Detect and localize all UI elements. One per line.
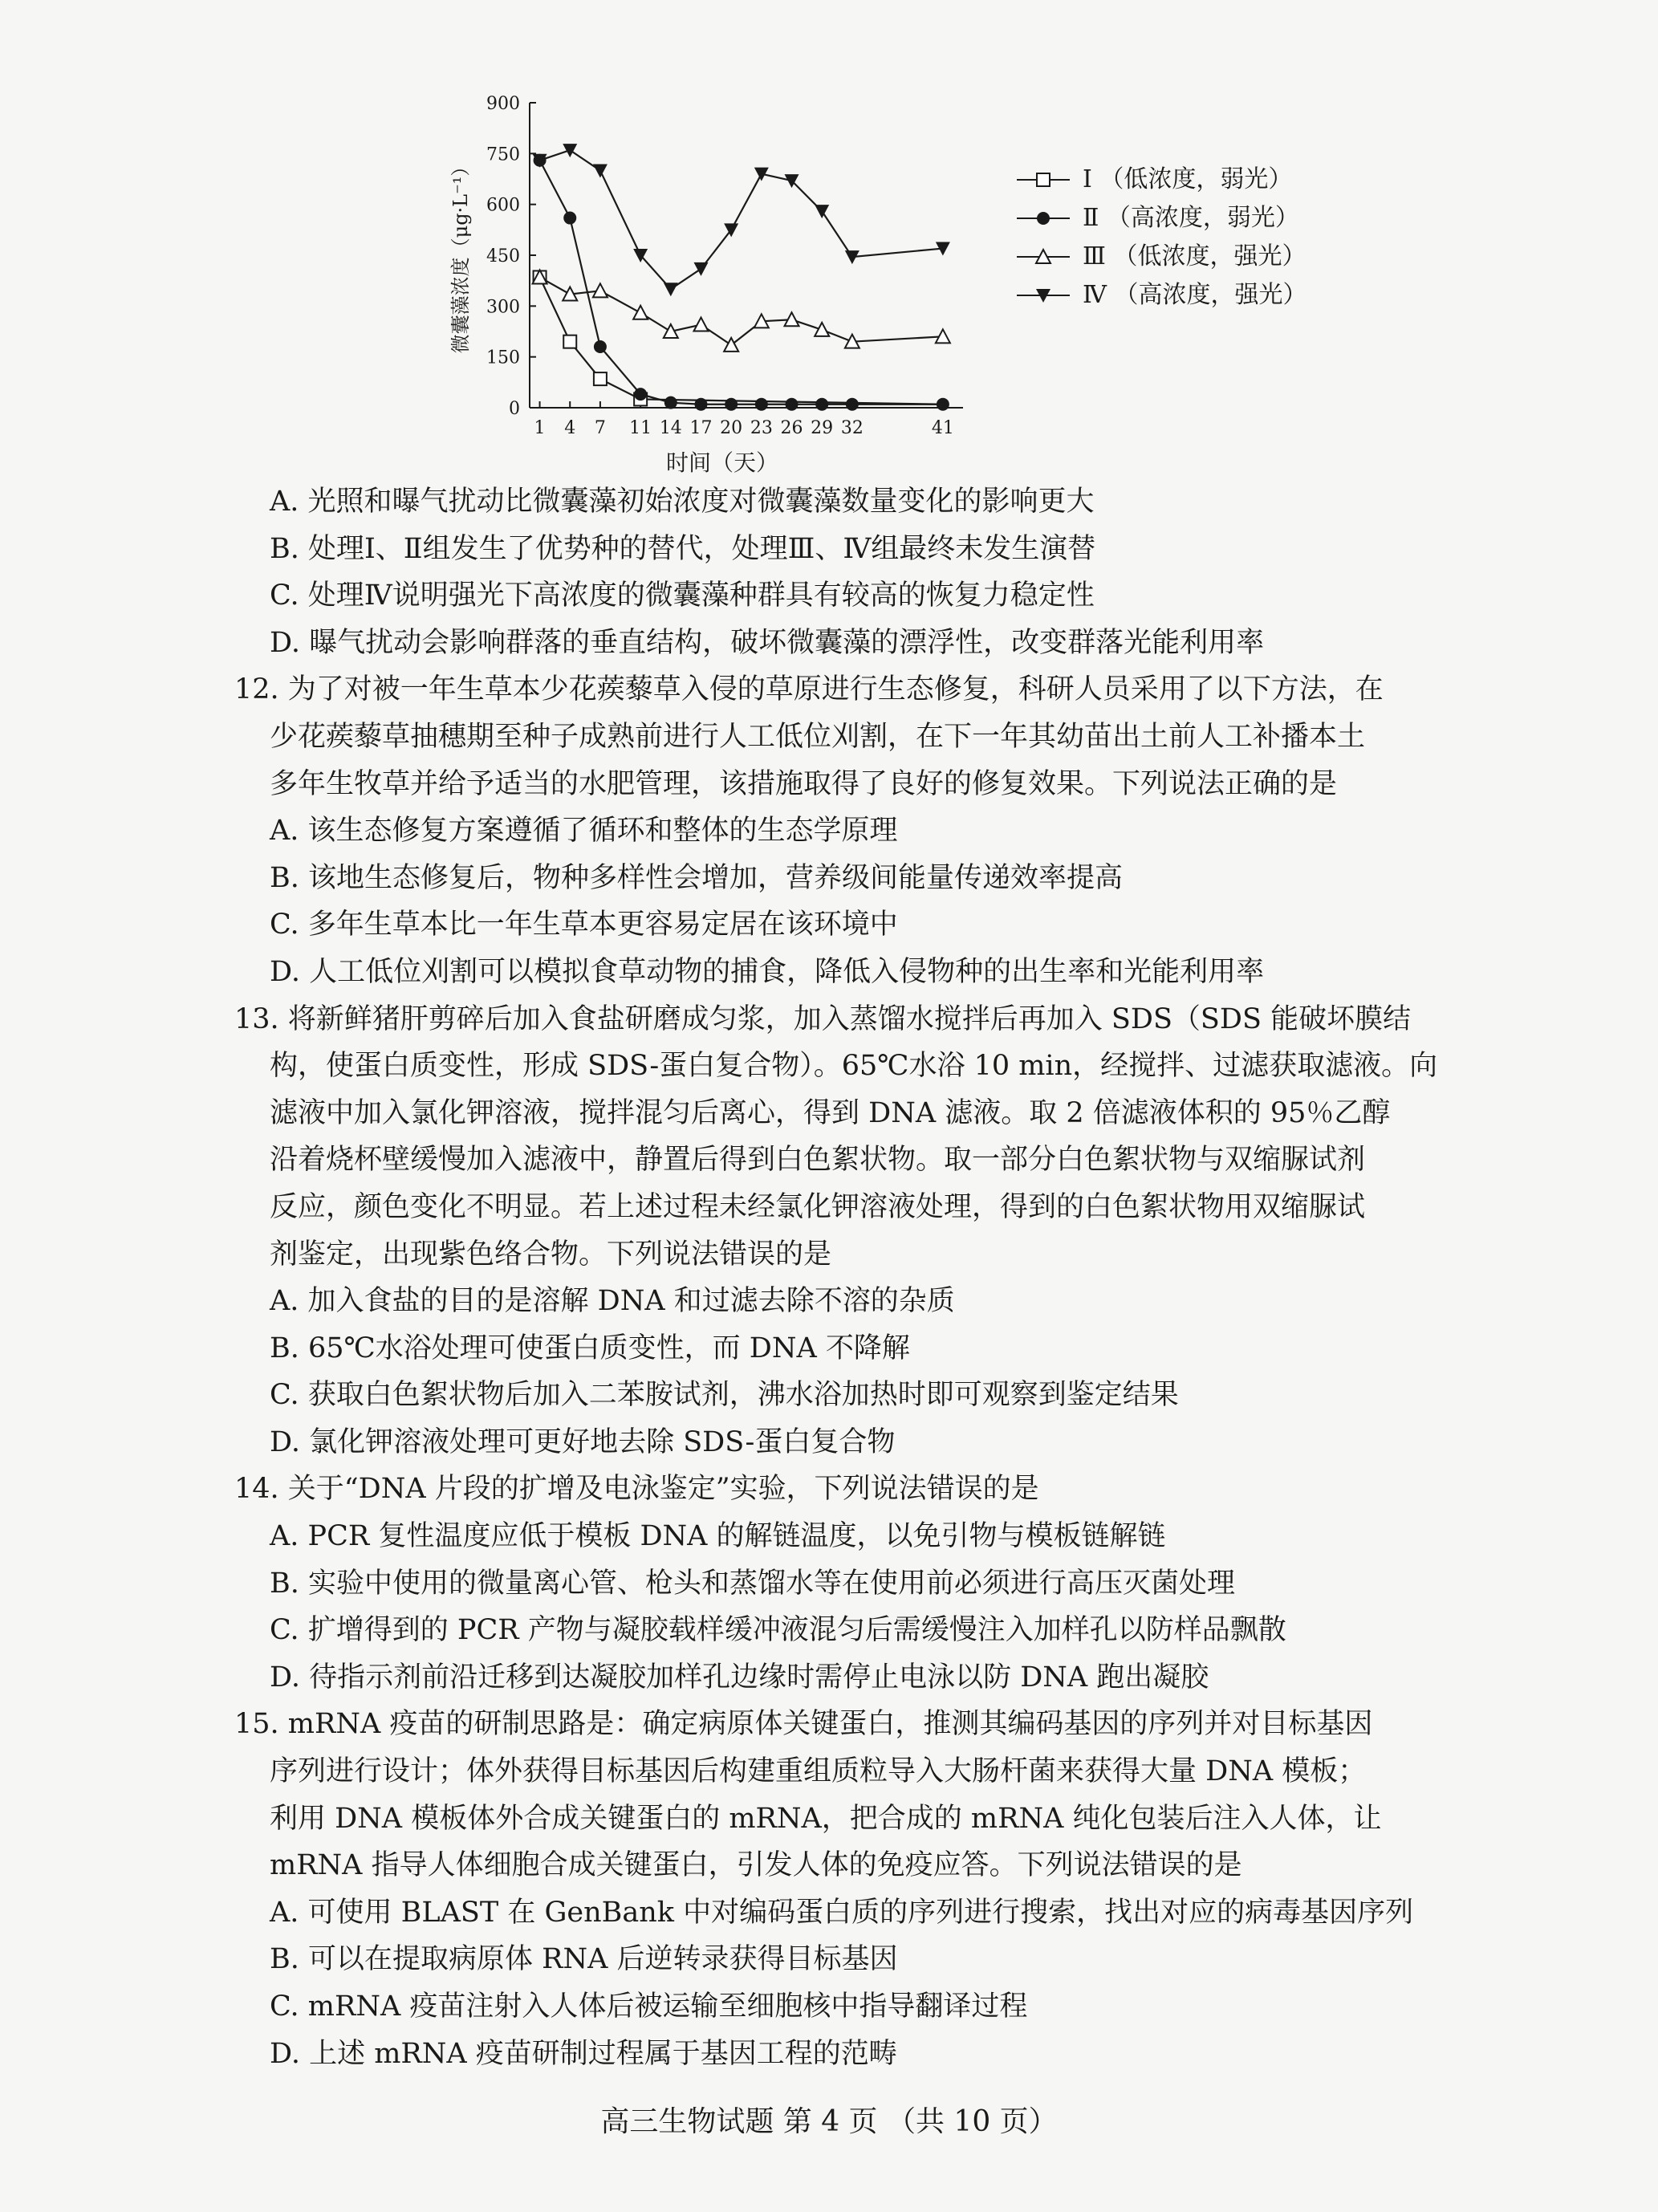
series-3-point <box>693 318 708 331</box>
legend-label: Ⅳ （高浓度，强光） <box>1083 281 1307 309</box>
y-axis-label: 微囊藻浓度（μg·L⁻¹） <box>449 157 472 354</box>
question-12-option: A. 该生态修复方案遵循了循环和整体的生态学原理 <box>270 815 898 848</box>
x-tick-label: 11 <box>629 418 652 438</box>
series-3-point <box>815 323 829 336</box>
x-tick-label: 26 <box>780 418 803 438</box>
x-tick-label: 1 <box>534 418 546 438</box>
x-tick-label: 4 <box>564 418 576 438</box>
microcystis-line-chart <box>417 80 995 482</box>
series-4-point <box>593 164 608 177</box>
q11-option: D. 曝气扰动会影响群落的垂直结构，破坏微囊藻的漂浮性，改变群落光能利用率 <box>270 626 1265 659</box>
question-12-stem: 少花蒺藜草抽穗期至种子成熟前进行人工低位刈割，在下一年其幼苗出土前人工补播本土 <box>270 720 1366 753</box>
page-footer: 高三生物试题 第 4 页 （共 10 页） <box>600 2105 1058 2138</box>
legend-label: Ⅰ （低浓度，弱光） <box>1083 165 1293 193</box>
series-2-point <box>634 388 647 401</box>
y-tick-label: 900 <box>486 94 520 114</box>
question-12-option: B. 该地生态修复后，物种多样性会增加，营养级间能量传递效率提高 <box>270 861 1123 894</box>
q11-option: C. 处理Ⅳ说明强光下高浓度的微囊藻种群具有较高的恢复力稳定性 <box>270 579 1095 612</box>
legend-symbol <box>1037 173 1050 186</box>
x-tick-label: 23 <box>750 418 773 438</box>
legend-marker <box>1015 245 1071 269</box>
legend-marker <box>1015 206 1071 230</box>
x-tick-label: 14 <box>659 418 682 438</box>
question-14-option: D. 待指示剂前沿迁移到达凝胶加样孔边缘时需停止电泳以防 DNA 跑出凝胶 <box>270 1661 1209 1694</box>
legend-item <box>1015 161 1307 199</box>
q11-option: B. 处理Ⅰ、Ⅱ组发生了优势种的替代，处理Ⅲ、Ⅳ组最终未发生演替 <box>270 532 1096 565</box>
question-13-stem: 滤液中加入氯化钾溶液，搅拌混匀后离心，得到 DNA 滤液。取 2 倍滤液体积的 95％乙醇 <box>270 1096 1391 1129</box>
chart-legend <box>1015 161 1307 315</box>
x-tick-label: 29 <box>811 418 834 438</box>
question-14-stem: 14. 关于“DNA 片段的扩增及电泳鉴定”实验，下列说法错误的是 <box>234 1473 1039 1506</box>
legend-marker <box>1015 168 1071 192</box>
series-2-point <box>694 398 707 411</box>
question-15-option: A. 可使用 BLAST 在 GenBank 中对编码蛋白质的序列进行搜索，找出对应的病毒基因序列 <box>270 1896 1414 1929</box>
x-axis-label: 时间（天） <box>665 449 779 476</box>
y-tick-label: 0 <box>509 399 520 419</box>
y-tick-label: 150 <box>486 348 520 368</box>
legend-label: Ⅱ （高浓度，弱光） <box>1083 204 1299 232</box>
series-1-point <box>594 372 607 385</box>
q11-option: A. 光照和曝气扰动比微囊藻初始浓度对微囊藻数量变化的影响更大 <box>270 486 1095 518</box>
legend-marker <box>1015 283 1071 307</box>
y-tick-label: 300 <box>486 297 520 318</box>
series-2-point <box>815 398 828 411</box>
question-13-stem: 13. 将新鲜猪肝剪碎后加入食盐研磨成匀浆，加入蒸馏水搅拌后再加入 SDS（SDS 能破坏膜结 <box>234 1002 1412 1035</box>
question-13-stem: 构，使蛋白质变性，形成 SDS-蛋白复合物）。65℃水浴 10 min，经搅拌、过滤获取滤液。向 <box>270 1050 1438 1083</box>
series-2-point <box>563 212 576 225</box>
series-3-point <box>633 306 648 319</box>
question-12-stem: 多年生牧草并给予适当的水肥管理，该措施取得了良好的修复效果。下列说法正确的是 <box>270 767 1338 800</box>
series-4-point <box>693 262 708 276</box>
question-15-option: B. 可以在提取病原体 RNA 后逆转录获得目标基因 <box>270 1943 898 1976</box>
legend-item <box>1015 199 1307 238</box>
question-13-stem: 沿着烧杯壁缓慢加入滤液中，静置后得到白色絮状物。取一部分白色絮状物与双缩脲试剂 <box>270 1144 1366 1177</box>
series-2-point <box>786 398 799 411</box>
question-13-option: A. 加入食盐的目的是溶解 DNA 和过滤去除不溶的杂质 <box>270 1285 955 1318</box>
y-tick-label: 450 <box>486 246 520 266</box>
y-tick-label: 600 <box>486 195 520 216</box>
question-15-stem: 利用 DNA 模板体外合成关键蛋白的 mRNA，把合成的 mRNA 纯化包装后注入人体，让 <box>270 1802 1382 1835</box>
series-2-point <box>594 340 607 353</box>
question-13-option: D. 氯化钾溶液处理可更好地去除 SDS-蛋白复合物 <box>270 1425 896 1458</box>
x-tick-label: 20 <box>720 418 743 438</box>
question-13-option: C. 获取白色絮状物后加入二苯胺试剂，沸水浴加热时即可观察到鉴定结果 <box>270 1379 1179 1412</box>
question-15-option: D. 上述 mRNA 疫苗研制过程属于基因工程的范畴 <box>270 2037 897 2070</box>
y-tick-label: 750 <box>486 144 520 165</box>
question-12-option: D. 人工低位刈割可以模拟食草动物的捕食，降低入侵物种的出生率和光能利用率 <box>270 955 1265 988</box>
x-tick-label: 17 <box>689 418 713 438</box>
series-3-point <box>724 338 738 352</box>
question-15-stem: mRNA 指导人体细胞合成关键蛋白，引发人体的免疫应答。下列说法错误的是 <box>270 1849 1242 1882</box>
question-13-option: B. 65℃水浴处理可使蛋白质变性，而 DNA 不降解 <box>270 1332 910 1364</box>
legend-item <box>1015 276 1307 315</box>
legend-item <box>1015 238 1307 276</box>
question-14-option: A. PCR 复性温度应低于模板 DNA 的解链温度，以免引物与模板链解链 <box>270 1520 1166 1553</box>
series-2-point <box>664 396 677 409</box>
question-13-stem: 反应，颜色变化不明显。若上述过程未经氯化钾溶液处理，得到的白色絮状物用双缩脲试 <box>270 1190 1366 1223</box>
series-3-point <box>593 283 608 297</box>
question-14-option: C. 扩增得到的 PCR 产物与凝胶载样缓冲液混匀后需缓慢注入加样孔以防样品飘散 <box>270 1614 1286 1647</box>
series-4-point <box>563 144 577 157</box>
question-12-option: C. 多年生草本比一年生草本更容易定居在该环境中 <box>270 909 898 941</box>
questions-content <box>234 478 1518 2077</box>
question-12-stem: 12. 为了对被一年生草本少花蒺藜草入侵的草原进行生态修复，科研人员采用了以下方法，在 <box>234 673 1384 706</box>
series-2-point <box>755 398 768 411</box>
series-2-point <box>937 398 949 411</box>
question-15-stem: 15. mRNA 疫苗的研制思路是：确定病原体关键蛋白，推测其编码基因的序列并对目标基因 <box>234 1708 1373 1741</box>
series-4-point <box>664 283 678 296</box>
series-2-point <box>846 398 859 411</box>
x-tick-label: 32 <box>840 418 864 438</box>
legend-symbol <box>1037 212 1050 225</box>
x-tick-label: 41 <box>931 418 954 438</box>
series-4-point <box>815 205 829 218</box>
question-15-option: C. mRNA 疫苗注射入人体后被运输至细胞核中指导翻译过程 <box>270 1990 1028 2023</box>
series-1-point <box>563 335 576 348</box>
question-13-stem: 剂鉴定，出现紫色络合物。下列说法错误的是 <box>270 1238 832 1271</box>
question-14-option: B. 实验中使用的微量离心管、枪头和蒸馏水等在使用前必须进行高压灭菌处理 <box>270 1567 1235 1600</box>
series-2-point <box>725 398 738 411</box>
question-15-stem: 序列进行设计；体外获得目标基因后构建重组质粒导入大肠杆菌来获得大量 DNA 模板； <box>270 1755 1367 1788</box>
legend-label: Ⅲ （低浓度，强光） <box>1083 242 1306 270</box>
x-tick-label: 7 <box>594 418 606 438</box>
